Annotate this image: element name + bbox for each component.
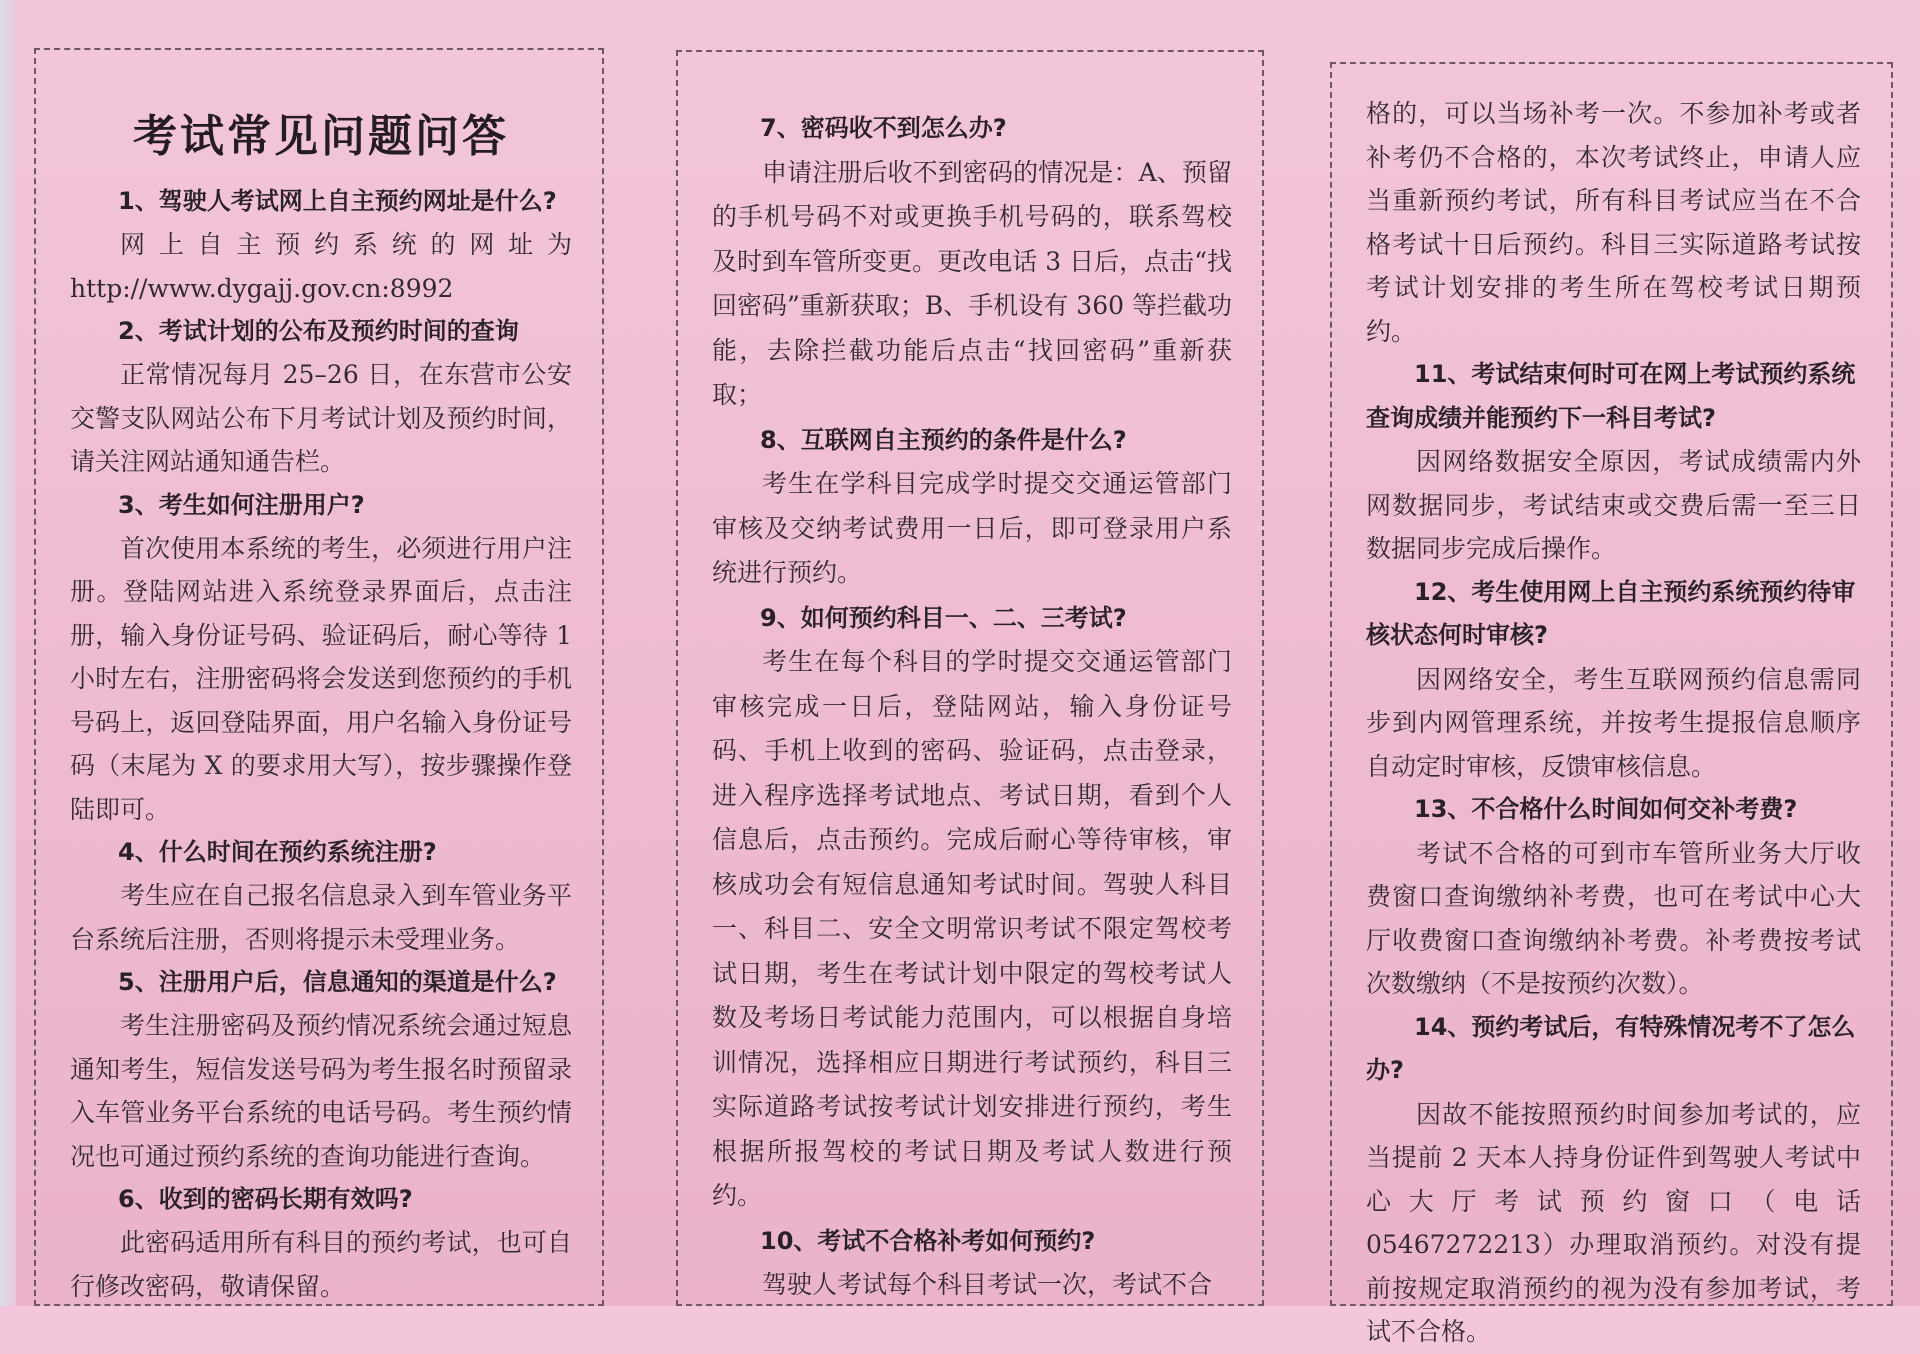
page-edge — [0, 0, 16, 1306]
answer-10: 驾驶人考试每个科目考试一次，考试不合 — [762, 1270, 1213, 1299]
qa-item-8 — [712, 418, 1232, 596]
answer-10-continued: 格的，可以当场补考一次。不参加补考或者补考仍不合格的，本次考试终止，申请人应当重新预约考试，所有科目考试应当在不合格考试十日后预约。科目三实际道路考试按考试计划安排的考生所在驾校考试日期预约。 — [1366, 99, 1861, 346]
qa-item-14 — [1366, 1006, 1861, 1354]
answer-14: 因故不能按照预约时间参加考试的，应当提前 2 天本人持身份证件到驾驶人考试中心大厅考试预约窗口（电话 05467272213）办理取消预约。对没有提前按规定取消预约的视为没有参加考试，考试不合格。 — [1366, 1099, 1861, 1346]
qa-item-11 — [1366, 353, 1861, 571]
qa-item-7 — [712, 106, 1232, 418]
question-2: 2、考试计划的公布及预约时间的查询 — [118, 317, 519, 345]
column-3 — [1330, 62, 1893, 1346]
answer-2: 正常情况每月 25–26 日，在东营市公安交警支队网站公布下月考试计划及预约时间，请关注网站通知通告栏。 — [70, 360, 572, 476]
question-1: 1、驾驶人考试网上自主预约网址是什么? — [118, 187, 557, 215]
question-7: 7、密码收不到怎么办? — [760, 114, 1007, 142]
answer-7: 申请注册后收不到密码的情况是：A、预留的手机号码不对或更换手机号码的，联系驾校及时到车管所变更。更改电话 3 日后，点击“找回密码”重新获取；B、手机设有 360 等拦截功能，去除拦截功能后点击“找回密码”重新获取； — [712, 157, 1232, 409]
question-5: 5、注册用户后，信息通知的渠道是什么? — [118, 968, 557, 996]
answer-5: 考生注册密码及预约情况系统会通过短息通知考生，短信发送号码为考生报名时预留录入车管业务平台系统的电话号码。考生预约情况也可通过预约系统的查询功能进行查询。 — [70, 1011, 572, 1171]
question-6: 6、收到的密码长期有效吗? — [118, 1185, 413, 1213]
answer-8: 考生在学科目完成学时提交交通运管部门审核及交纳考试费用一日后，即可登录用户系统进行预约。 — [712, 469, 1232, 587]
qa-item-10 — [712, 1219, 1232, 1308]
question-3: 3、考生如何注册用户? — [118, 490, 365, 519]
answer-12: 因网络安全，考生互联网预约信息需同步到内网管理系统，并按考生提报信息顺序自动定时审核，反馈审核信息。 — [1366, 664, 1861, 781]
qa-item-1 — [70, 180, 572, 310]
question-10: 10、考试不合格补考如何预约? — [760, 1226, 1096, 1255]
column-1 — [34, 48, 604, 1306]
question-13: 13、不合格什么时间如何交补考费? — [1414, 795, 1798, 823]
answer-3: 首次使用本系统的考生，必须进行用户注册。登陆网站进入系统登录界面后，点击注册，输入身份证号码、验证码后，耐心等待 1 小时左右，注册密码将会发送到您预约的手机号码上，返回登陆界面，用户名输入身份证号码（末尾为 X 的要求用大写），按步骤操作登陆即可。 — [70, 533, 572, 824]
qa-item-9 — [712, 596, 1232, 1219]
qa-item-6 — [70, 1178, 572, 1308]
question-11: 11、考试结束何时可在网上考试预约系统查询成绩并能预约下一科目考试? — [1366, 360, 1856, 432]
question-9: 9、如何预约科目一、二、三考试? — [760, 603, 1127, 632]
qa-item-5 — [70, 961, 572, 1178]
column-2 — [676, 50, 1264, 1306]
answer-13: 考试不合格的可到市车管所业务大厅收费窗口查询缴纳补考费，也可在考试中心大厅收费窗口查询缴纳补考费。补考费按考试次数缴纳（不是按预约次数）。 — [1366, 838, 1861, 998]
answer-1: 网上自主预约系统的网址为 http://www.dygajj.gov.cn:8992 — [70, 230, 572, 303]
qa-item-4 — [70, 831, 572, 961]
qa-item-3 — [70, 484, 572, 832]
question-4: 4、什么时间在预约系统注册? — [118, 838, 437, 866]
answer-6: 此密码适用所有科目的预约考试，也可自行修改密码，敬请保留。 — [70, 1228, 572, 1301]
document-title: 考试常见问题问答 — [133, 111, 509, 162]
qa-item-13 — [1366, 788, 1861, 1006]
qa-item-2 — [70, 310, 572, 484]
question-12: 12、考生使用网上自主预约系统预约待审核状态何时审核? — [1366, 577, 1856, 649]
question-14: 14、预约考试后，有特殊情况考不了怎么办? — [1366, 1012, 1856, 1084]
qa-item-10-continued — [1366, 92, 1861, 353]
answer-9: 考生在每个科目的学时提交交通运管部门审核完成一日后，登陆网站，输入身份证号码、手机上收到的密码、验证码，点击登录，进入程序选择考试地点、考试日期，看到个人信息后，点击预约。完成后耐心等待审核，审核成功会有短信息通知考试时间。驾驶人科目一、科目二、安全文明常识考试不限定驾校考试日期，考生在考试计划中限定的驾校考试人数及考场日考试能力范围内，可以根据自身培训情况，选择相应日期进行考试预约，科目三实际道路考试按考试计划安排进行预约，考生根据所报驾校的考试日期及考试人数进行预约。 — [712, 647, 1232, 1210]
answer-4: 考生应在自己报名信息录入到车管业务平台系统后注册，否则将提示未受理业务。 — [70, 881, 572, 954]
qa-item-12 — [1366, 571, 1861, 789]
answer-11: 因网络数据安全原因，考试成绩需内外网数据同步，考试结束或交费后需一至三日数据同步完成后操作。 — [1366, 447, 1861, 563]
question-8: 8、互联网自主预约的条件是什么? — [760, 425, 1127, 454]
